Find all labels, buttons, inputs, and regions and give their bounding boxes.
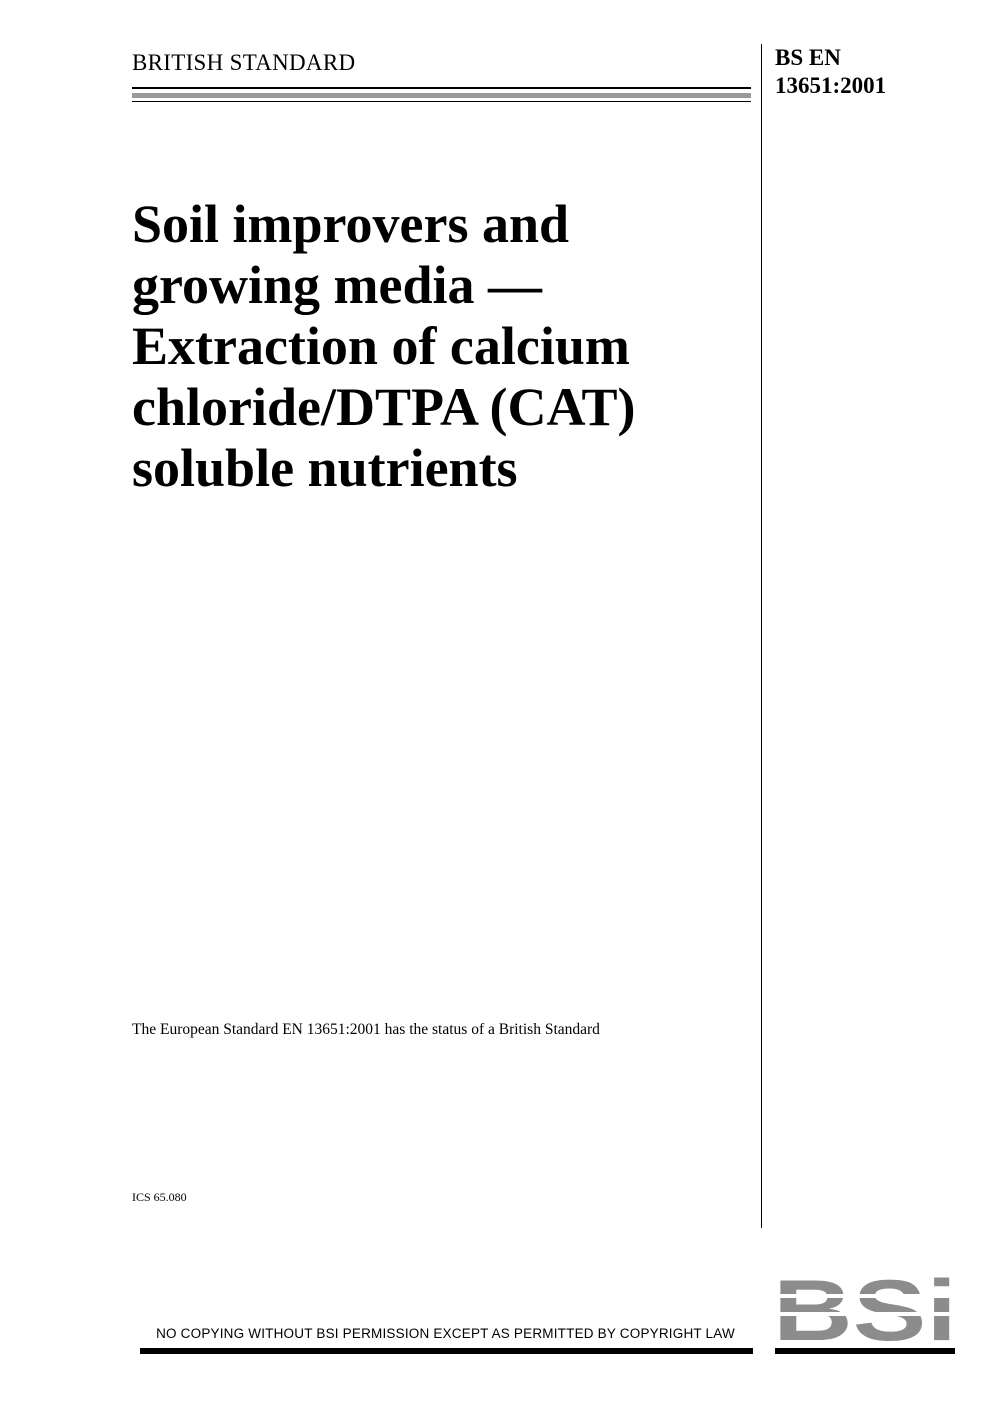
title-line: Extraction of calcium	[132, 316, 630, 376]
logo-stripe	[775, 1294, 955, 1298]
ics-code: ICS 65.080	[132, 1190, 187, 1204]
document-number-code: 13651:2001	[775, 73, 887, 98]
title-line: chloride/DTPA (CAT)	[132, 377, 636, 437]
document-number	[775, 44, 886, 100]
header-rule-gray	[132, 93, 751, 98]
standard-type-label: BRITISH STANDARD	[132, 50, 356, 75]
document-number-prefix: BS EN	[775, 45, 841, 70]
document-title	[132, 194, 742, 499]
copyright-notice: NO COPYING WITHOUT BSI PERMISSION EXCEPT AS PERMITTED BY COPYRIGHT LAW	[156, 1326, 735, 1341]
footer-bar-right	[775, 1348, 955, 1354]
logo-stripe	[775, 1312, 955, 1316]
footer-bar-left	[140, 1348, 753, 1354]
title-line: soluble nutrients	[132, 438, 518, 498]
bsi-logo	[775, 1276, 955, 1342]
header-rule-bottom	[132, 101, 751, 102]
logo-fill	[775, 1276, 955, 1342]
header-rule-top	[132, 87, 751, 89]
title-line: growing media —	[132, 255, 543, 315]
title-line: Soil improvers and	[132, 194, 570, 254]
status-note: The European Standard EN 13651:2001 has the status of a British Standard	[132, 1021, 600, 1038]
sidebar-divider	[761, 44, 762, 1228]
